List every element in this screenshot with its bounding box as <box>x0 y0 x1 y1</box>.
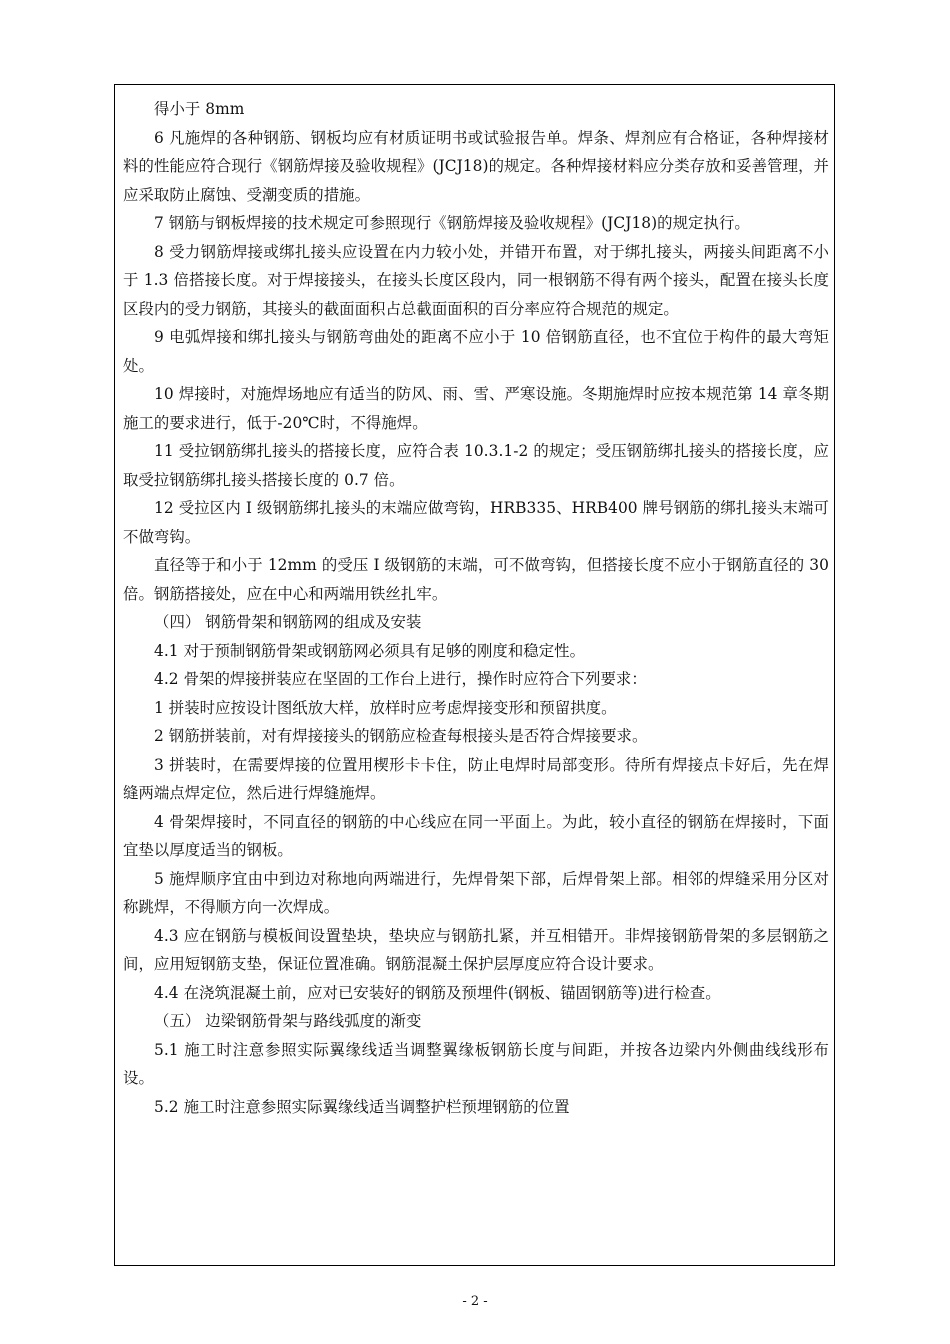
paragraph: 8 受力钢筋焊接或绑扎接头应设置在内力较小处，并错开布置，对于绑扎接头，两接头间距离不小于 1.3 倍搭接长度。对于焊接接头，在接头长度区段内，同一根钢筋不得有两个接头，配置在接头长度区段内的受力钢筋，其接头的截面面积占总截面面积的百分率应符合规范的规定。 <box>123 242 829 318</box>
paragraph: 3 拼装时，在需要焊接的位置用楔形卡卡住，防止电焊时局部变形。待所有焊接点卡好后，先在焊缝两端点焊定位，然后进行焊缝施焊。 <box>123 755 829 802</box>
paragraph: 7 钢筋与钢板焊接的技术规定可参照现行《钢筋焊接及验收规程》(JCJ18)的规定执行。 <box>154 214 750 232</box>
paragraph: 11 受拉钢筋绑扎接头的搭接长度，应符合表 10.3.1-2 的规定；受压钢筋绑扎接头的搭接长度，应取受拉钢筋绑扎接头搭接长度的 0.7 倍。 <box>123 442 829 489</box>
paragraph: 直径等于和小于 12mm 的受压 I 级钢筋的末端，可不做弯钩，但搭接长度不应小于钢筋直径的 30 倍。钢筋搭接处，应在中心和两端用铁丝扎牢。 <box>123 556 829 603</box>
paragraph: 1 拼装时应按设计图纸放大样，放样时应考虑焊接变形和预留拱度。 <box>154 698 617 717</box>
document-body <box>123 95 829 1121</box>
paragraph: 4.4 在浇筑混凝土前，应对已安装好的钢筋及预埋件(钢板、锚固钢筋等)进行检查。 <box>154 983 721 1002</box>
paragraph: 4 骨架焊接时，不同直径的钢筋的中心线应在同一平面上。为此，较小直径的钢筋在焊接时，下面宜垫以厚度适当的钢板。 <box>123 812 829 859</box>
paragraph: 10 焊接时，对施焊场地应有适当的防风、雨、雪、严寒设施。冬期施焊时应按本规范第 14 章冬期施工的要求进行，低于-20℃时，不得施焊。 <box>123 385 829 432</box>
section-heading: （五） 边梁钢筋骨架与路线弧度的渐变 <box>154 1012 422 1030</box>
paragraph: 4.1 对于预制钢筋骨架或钢筋网必须具有足够的刚度和稳定性。 <box>154 641 586 660</box>
paragraph: 5.1 施工时注意参照实际翼缘线适当调整翼缘板钢筋长度与间距，并按各边梁内外侧曲线线形布设。 <box>123 1040 829 1087</box>
paragraph: 5.2 施工时注意参照实际翼缘线适当调整护栏预埋钢筋的位置 <box>154 1097 570 1116</box>
paragraph: 得小于 8mm <box>154 100 245 118</box>
paragraph: 2 钢筋拼装前，对有焊接接头的钢筋应检查每根接头是否符合焊接要求。 <box>154 727 648 745</box>
paragraph: 4.3 应在钢筋与模板间设置垫块，垫块应与钢筋扎紧，并互相错开。非焊接钢筋骨架的多层钢筋之间，应用短钢筋支垫，保证位置准确。钢筋混凝土保护层厚度应符合设计要求。 <box>123 926 829 973</box>
paragraph: 9 电弧焊接和绑扎接头与钢筋弯曲处的距离不应小于 10 倍钢筋直径，也不宜位于构件的最大弯矩处。 <box>123 328 829 375</box>
paragraph: 5 施焊顺序宜由中到边对称地向两端进行，先焊骨架下部，后焊骨架上部。相邻的焊缝采用分区对称跳焊，不得顺方向一次焊成。 <box>123 869 829 916</box>
section-heading: （四） 钢筋骨架和钢筋网的组成及安装 <box>154 613 422 631</box>
paragraph: 12 受拉区内 I 级钢筋绑扎接头的末端应做弯钩，HRB335、HRB400 牌号钢筋的绑扎接头末端可不做弯钩。 <box>123 499 829 546</box>
paragraph: 4.2 骨架的焊接拼装应在坚固的工作台上进行，操作时应符合下列要求： <box>154 670 647 688</box>
paragraph: 6 凡施焊的各种钢筋、钢板均应有材质证明书或试验报告单。焊条、焊剂应有合格证，各种焊接材料的性能应符合现行《钢筋焊接及验收规程》(JCJ18)的规定。各种焊接材料应分类存放和妥善管理，并应采取防止腐蚀、受潮变质的措施。 <box>123 128 829 204</box>
page-number: - 2 - <box>462 1294 488 1309</box>
content-frame <box>114 84 835 1266</box>
